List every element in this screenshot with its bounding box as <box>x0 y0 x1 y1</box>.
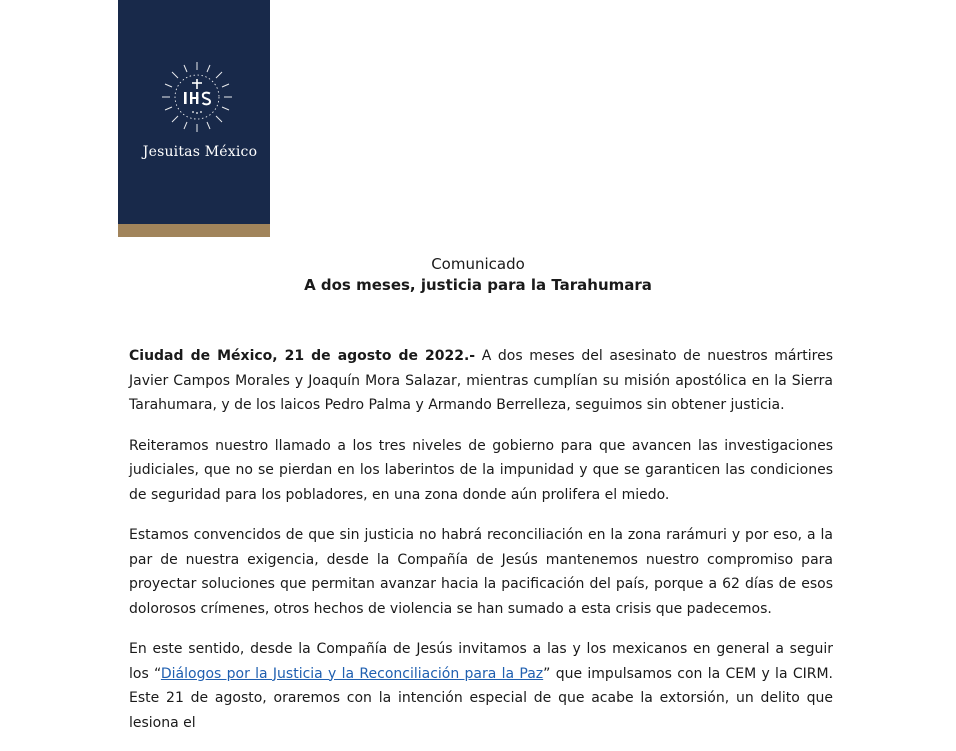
brand-name: Jesuitas México <box>142 144 258 160</box>
document-body <box>129 344 833 751</box>
document-kind: Comunicado <box>431 255 525 273</box>
dialogos-link[interactable]: Diálogos por la Justicia y la Reconciliación para la Paz <box>160 665 544 682</box>
paragraph-4-end: ” que impulsamos con la CEM y la CIRM. Este 21 de agosto, oraremos con la intención especial de que acabe la extorsión, un delito que lesiona el <box>129 665 833 731</box>
dateline: Ciudad de México, 21 de agosto de 2022.- <box>129 348 476 364</box>
paragraph-1 <box>129 344 833 418</box>
paragraph-1-text: A dos meses del asesinato de nuestros mártires Javier Campos Morales y Joaquín Mora Salazar, mientras cumplían su misión apostólica en la Sierra Tarahumara, y de los laicos Pedro Palma y Armando Berrelleza, seguimos sin obtener justicia. <box>129 348 834 413</box>
paragraph-3: Estamos convencidos de que sin justicia no habrá reconciliación en la zona rarámuri y por eso, a la par de nuestra exigencia, desde la Compañía de Jesús mantenemos nuestro compromiso para proyectar soluciones que permitan avanzar hacia la pacificación del país, porque a 62 días de esos dolorosos crímenes, otros hechos de violencia se han sumado a esta crisis que padecemos. <box>129 527 833 617</box>
paragraph-2: Reiteramos nuestro llamado a los tres niveles de gobierno para que avancen las investigaciones judiciales, que no se pierdan en los laberintos de la impunidad y que se garanticen las condiciones de seguridad para los pobladores, en una zona donde aún prolifera el miedo. <box>129 437 833 503</box>
paragraph-4-start: En este sentido, desde la Compañía de Jesús invitamos a las y los mexicanos en general a seguir los “ <box>129 641 833 682</box>
paragraph-4 <box>129 637 833 735</box>
logo-stripe <box>118 224 270 237</box>
ihs-monogram <box>184 92 210 104</box>
document-title: A dos meses, justicia para la Tarahumara <box>304 276 652 294</box>
ihs-emblem-icon <box>160 60 234 134</box>
